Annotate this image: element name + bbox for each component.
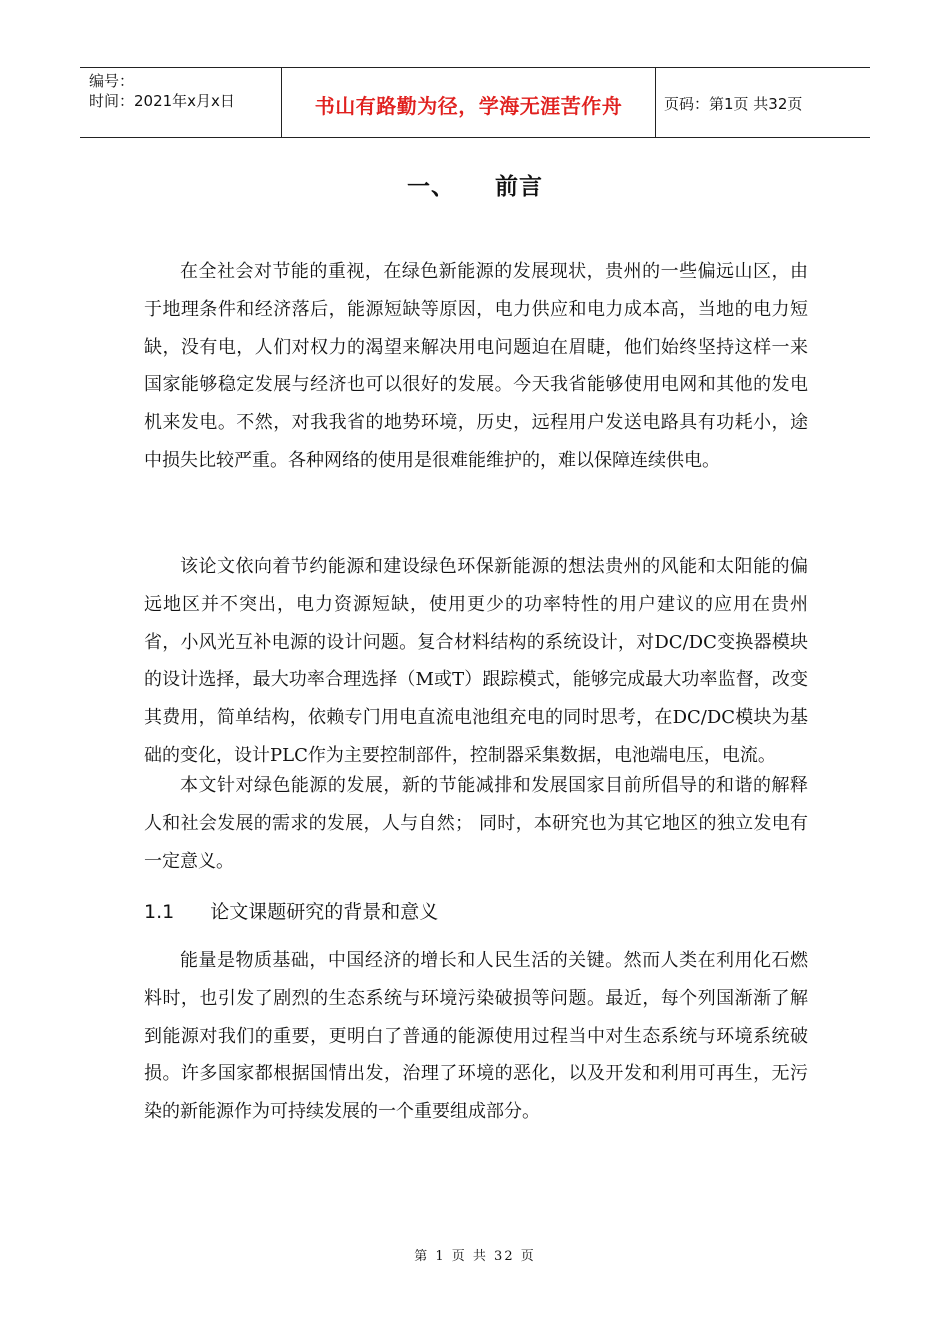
chapter-number: 一、 [407,174,455,200]
paragraph-1: 在全社会对节能的重视，在绿色新能源的发展现状，贵州的一些偏远山区，由于地理条件和经济落后，能源短缺等原因，电力供应和电力成本高，当地的电力短缺，没有电，人们对权力的渴望来解决用电问题迫在眉睫，他们始终坚持这样一来国家能够稳定发展与经济也可以很好的发展。今天我省能够使用电网和其他的发电机来发电。不然，对我我省的地势环境，历史，远程用户发送电路具有功耗小，途中损失比较严重。各种网络的使用是很难能维护的，难以保障连续供电。 [144,261,808,471]
section-number: 1.1 [144,901,175,923]
chapter-name: 前言 [495,174,543,200]
section-heading [144,898,438,926]
header-motto: 书山有路勤为径，学海无涯苦作舟 [282,68,656,137]
header-page-info: 页码：第1页 共32页 [664,95,803,113]
chapter-title [0,168,950,201]
document-date-label: 时间：2021年x月x日 [89,92,235,110]
page-footer: 第 1 页 共 32 页 [414,1249,536,1264]
header-table [80,67,870,138]
section-title: 论文课题研究的背景和意义 [210,901,439,923]
header-meta-cell [80,68,282,137]
paragraph-3: 本文针对绿色能源的发展，新的节能减排和发展国家目前所倡导的和谐的解释人和社会发展的需求的发展，人与自然； 同时，本研究也为其它地区的独立发电有一定意义。 [144,775,808,872]
document-number-label: 编号： [89,72,135,90]
paragraph-2: 该论文依向着节约能源和建设绿色环保新能源的想法贵州的风能和太阳能的偏远地区并不突出，电力资源短缺，使用更少的功率特性的用户建议的应用在贵州省，小风光互补电源的设计问题。复合材料结构的系统设计，对DC/DC变换器模块的设计选择，最大功率合理选择（M或T）跟踪模式，能够完成最大功率监督，改变其费用，简单结构，依赖专门用电直流电池组充电的同时思考，在DC/DC模块为基础的变化，设计PLC作为主要控制部件，控制器采集数据，电池端电压，电流。 [144,556,808,766]
section-paragraph: 能量是物质基础，中国经济的增长和人民生活的关键。然而人类在利用化石燃料时，也引发了剧烈的生态系统与环境污染破损等问题。最近，每个列国渐渐了解到能源对我们的重要，更明白了普通的能源使用过程当中对生态系统与环境系统破损。许多国家都根据国情出发，治理了环境的恶化，以及开发和利用可再生，无污染的新能源作为可持续发展的一个重要组成部分。 [144,950,808,1123]
